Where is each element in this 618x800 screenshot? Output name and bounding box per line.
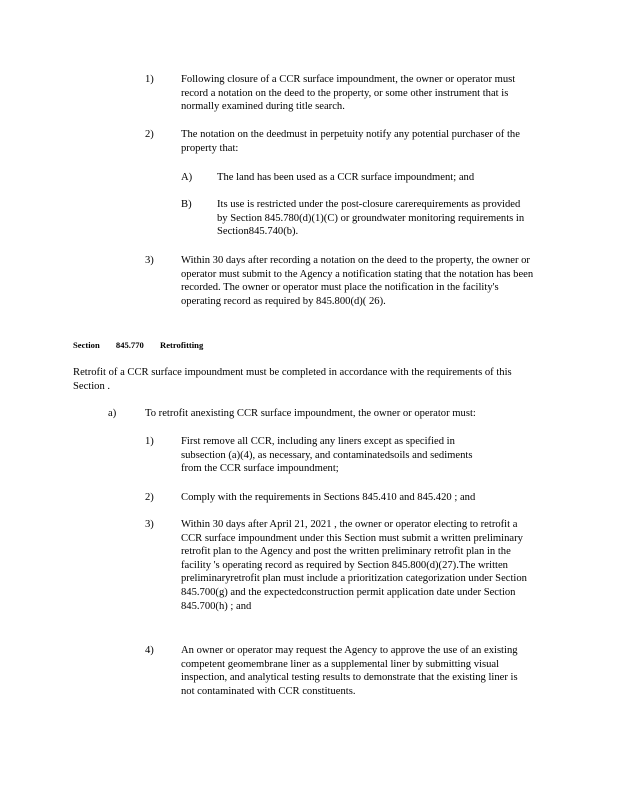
paragraph-use-restricted: Its use is restricted under the post-closure carerequirements as provided by Section 845.780(d)(1)(C) or groundwater monitoring requirements in Section845.740(b). xyxy=(217,199,525,238)
paragraph-to-retrofit: To retrofit anexisting CCR surface impoundment, the owner or operator must: xyxy=(145,408,476,419)
paragraph-notation-perpetuity: The notation on the deedmust in perpetuity notify any potential purchaser of the property that: xyxy=(181,129,520,154)
step-number: 1) xyxy=(145,436,154,447)
section-heading xyxy=(73,339,203,351)
paragraph-retrofit-intro: Retrofit of a CCR surface impoundment must be completed in accordance with the requirements of this Section . xyxy=(73,367,512,392)
paragraph-deed-notation: Following closure of a CCR surface impoundment, the owner or operator must record a notation on the deed to the property, or some other instrument that is normally examined during title search. xyxy=(181,74,516,113)
step-number: 2) xyxy=(145,492,154,503)
item-number: 3) xyxy=(145,255,154,266)
step-number: 4) xyxy=(145,645,154,656)
subsection-letter: a) xyxy=(108,408,117,419)
item-number: 2) xyxy=(145,129,154,140)
item-number: 1) xyxy=(145,74,154,85)
paragraph-remove-ccr: First remove all CCR, including any liners except as specified in subsection (a)(4), as necessary, and contaminatedsoils and sediments from the CCR surface impoundment; xyxy=(181,436,473,475)
item-letter: B) xyxy=(181,199,192,210)
section-number: 845.770 xyxy=(115,340,144,350)
section-label: Section xyxy=(73,340,100,350)
section-title: Retrofitting xyxy=(159,340,204,350)
item-letter: A) xyxy=(181,172,193,183)
paragraph-geomembrane-liner: An owner or operator may request the Agency to approve the use of an existing competent geomembrane liner as a supplemental liner by submitting visual inspection, and analytical testing results to demonstrate that the existing liner is not contaminated with CCR constituents. xyxy=(181,645,518,697)
paragraph-within-30-days-notification: Within 30 days after recording a notation on the deed to the property, the owner or operator must submit to the Agency a notification stating that the notation has been recorded. The owner or operator must place the notification in the facility's operating record as required by 845.800(d)( 26). xyxy=(181,255,534,307)
paragraph-comply-requirements: Comply with the requirements in Sections 845.410 and 845.420 ; and xyxy=(181,492,476,503)
step-number: 3) xyxy=(145,519,154,530)
paragraph-preliminary-retrofit-plan: Within 30 days after April 21, 2021 , the owner or operator electing to retrofit a CCR surface impoundment under this Section must submit a written preliminary retrofit plan to the Agency and post the written preliminary retrofit plan in the facility 's operating record as required by Section 845.800(d)(27).The written preliminaryretrofit plan must include a prioritization categorization under Section 845.700(g) and the expectedconstruction permit application date under Section 845.700(h) ; and xyxy=(181,519,527,612)
paragraph-land-used: The land has been used as a CCR surface impoundment; and xyxy=(217,172,475,183)
